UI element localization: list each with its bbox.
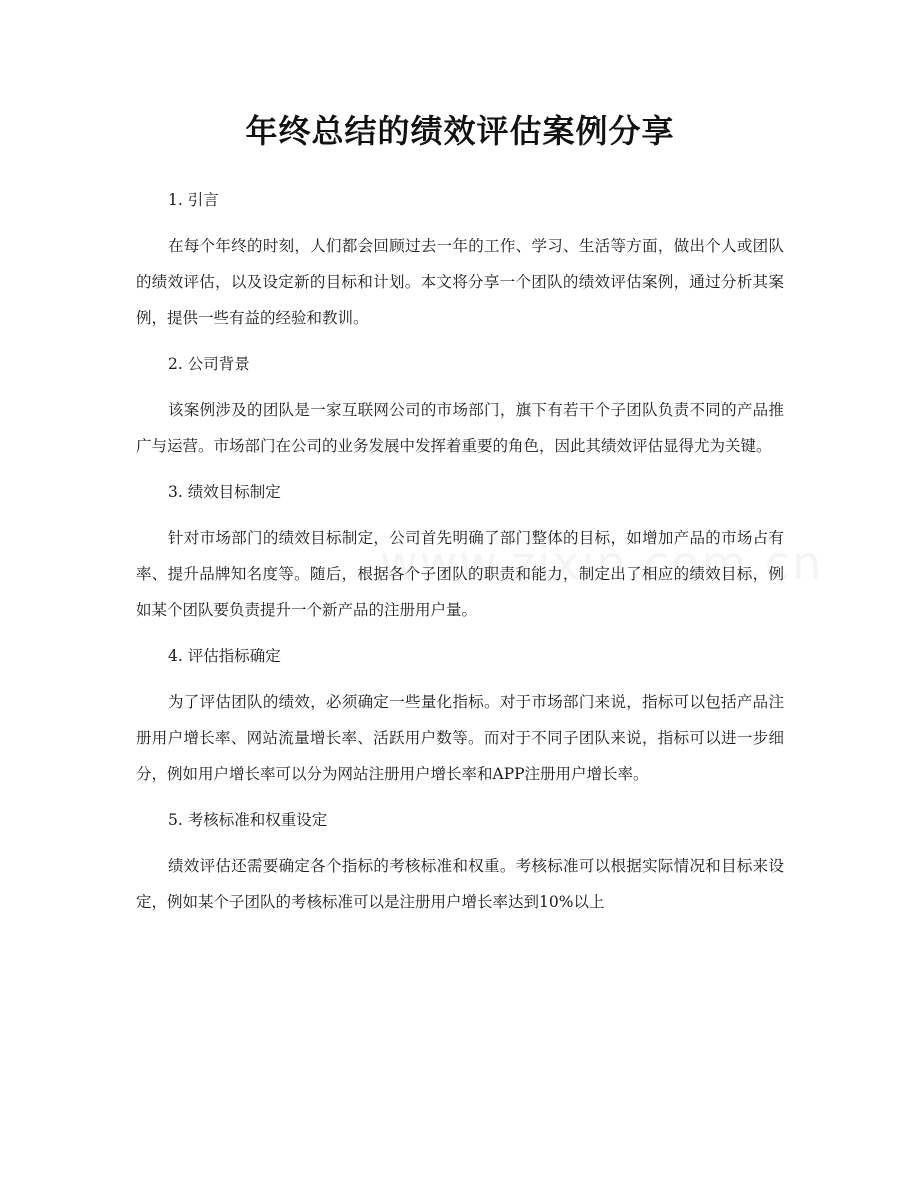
section-paragraph-goal-setting: 针对市场部门的绩效目标制定，公司首先明确了部门整体的目标，如增加产品的市场占有率、提升品牌知名度等。随后，根据各个子团队的职责和能力，制定出了相应的绩效目标，例如某个团队要负责提升一个新产品的注册用户量。 xyxy=(136,529,784,619)
section-heading-company-background: 2. 公司背景 xyxy=(168,355,250,373)
section-heading-metrics: 4. 评估指标确定 xyxy=(168,647,281,665)
section-paragraph-metrics: 为了评估团队的绩效，必须确定一些量化指标。对于市场部门来说，指标可以包括产品注册用户增长率、网站流量增长率、活跃用户数等。而对于不同子团队来说，指标可以进一步细分，例如用户增长率可以分为网站注册用户增长率和APP注册用户增长率。 xyxy=(136,693,784,783)
section-heading-intro: 1. 引言 xyxy=(168,191,219,209)
document-title: 年终总结的绩效评估案例分享 xyxy=(245,112,675,150)
section-paragraph-intro: 在每个年终的时刻，人们都会回顾过去一年的工作、学习、生活等方面，做出个人或团队的绩效评估，以及设定新的目标和计划。本文将分享一个团队的绩效评估案例，通过分析其案例，提供一些有益的经验和教训。 xyxy=(136,237,784,327)
document-body xyxy=(136,182,784,930)
section-heading-standards-weights: 5. 考核标准和权重设定 xyxy=(168,811,328,829)
section-paragraph-standards-weights: 绩效评估还需要确定各个指标的考核标准和权重。考核标准可以根据实际情况和目标来设定，例如某个子团队的考核标准可以是注册用户增长率达到10%以上 xyxy=(136,857,784,911)
section-heading-goal-setting: 3. 绩效目标制定 xyxy=(168,483,281,501)
section-paragraph-company-background: 该案例涉及的团队是一家互联网公司的市场部门，旗下有若干个子团队负责不同的产品推广与运营。市场部门在公司的业务发展中发挥着重要的角色，因此其绩效评估显得尤为关键。 xyxy=(136,401,784,455)
